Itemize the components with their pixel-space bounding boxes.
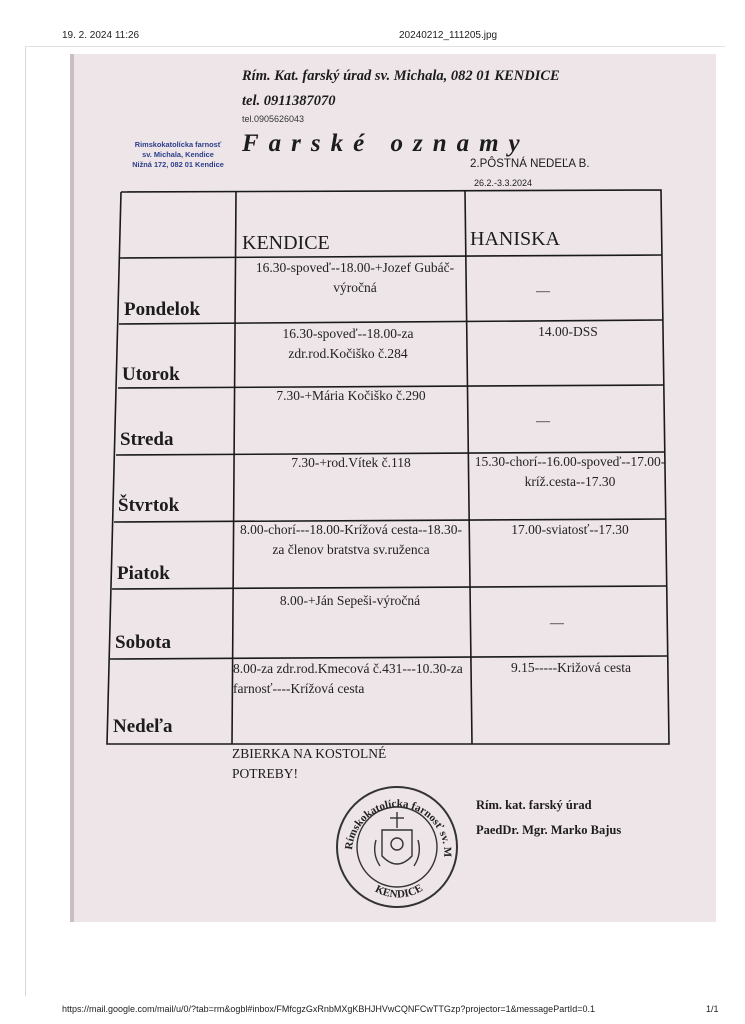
signature-priest-name: PaedDr. Mgr. Marko Bajus [476, 823, 622, 837]
parish-seal [332, 782, 462, 912]
print-header [0, 30, 745, 46]
print-datetime: 19. 2. 2024 11:26 [62, 30, 140, 41]
kendice-wednesday: 7.30-+Mária Kočiško č.290 [276, 388, 426, 403]
haniska-saturday: — [550, 616, 564, 631]
haniska-sunday: 9.15-----Križová cesta [511, 660, 631, 675]
parish-phone: tel. 0911387070 [242, 93, 336, 109]
parish-phone-secondary: tel.0905626043 [242, 114, 305, 124]
parish-office-name: Rím. Kat. farský úrad sv. Michala, 082 01 KENDICE [242, 68, 560, 84]
document-title: Farské oznamy [242, 130, 530, 157]
column-header-kendice: KENDICE [242, 232, 330, 254]
haniska-monday: — [536, 284, 550, 299]
print-page-count: 1/1 [706, 1004, 719, 1014]
print-footer [0, 1004, 745, 1018]
day-saturday: Sobota [115, 632, 171, 653]
page-edge [25, 46, 26, 996]
stamp-line-2: sv. Michala, Kendice [142, 150, 214, 159]
week-label: 2.PÔSTNÁ NEDEĽA B. [470, 158, 590, 170]
day-tuesday: Utorok [122, 364, 180, 385]
kendice-tuesday: 16.30-spoveď--18.00-za zdr.rod.Kočiško č.284 [282, 326, 414, 361]
date-range: 26.2.-3.3.2024 [474, 178, 533, 188]
kendice-saturday: 8.00-+Ján Sepeši-výročná [279, 593, 421, 608]
haniska-thursday: 15.30-chorí--16.00-spoveď--17.00-kríž.cesta--17.30 [474, 454, 666, 489]
kendice-friday: 8.00-chorí---18.00-Krížová cesta--18.30-za členov bratstva sv.ruženca [240, 522, 462, 557]
day-wednesday: Streda [120, 429, 174, 450]
kendice-thursday: 7.30-+rod.Vítek č.118 [291, 455, 411, 470]
stamp-line-1: Rimskokatolícka farnosť [134, 140, 222, 149]
stamp-line-3: Nižná 172, 082 01 Kendice [132, 160, 224, 169]
seal-text-top: Rímskokatolícka farnosť sv. M [342, 797, 454, 858]
day-sunday: Nedeľa [113, 716, 173, 737]
haniska-friday: 17.00-sviatosť--17.30 [511, 522, 629, 537]
haniska-tuesday: 14.00-DSS [538, 324, 598, 339]
signature-office: Rím. kat. farský úrad [476, 798, 592, 812]
day-thursday: Štvrtok [118, 495, 180, 516]
page-topline [25, 46, 725, 47]
seal-icon [332, 782, 462, 912]
column-header-haniska: HANISKA [470, 228, 560, 250]
print-filename: 20240212_111205.jpg [399, 30, 498, 41]
day-monday: Pondelok [124, 299, 201, 320]
print-url: https://mail.google.com/mail/u/0/?tab=rm&ogbl#inbox/FMfcgzGxRnbMXgKBHJHVwCQNFCwTTGzp?projector=1&messagePartId=0.1 [62, 1004, 595, 1014]
sheet-shadow [70, 54, 74, 922]
parish-address-stamp [122, 140, 234, 170]
kendice-sunday: 8.00-za zdr.rod.Kmecová č.431---10.30-za farnosť----Krížová cesta [233, 661, 463, 696]
announcement-sheet [70, 54, 716, 922]
haniska-wednesday: — [536, 414, 550, 429]
kendice-monday: 16.30-spoveď--18.00-+Jozef Gubáč-výročná [255, 260, 455, 295]
collection-note: ZBIERKA NA KOSTOLNÉ POTREBY! [232, 746, 387, 781]
day-friday: Piatok [117, 563, 170, 584]
seal-text-bottom: KENDICE [373, 882, 425, 901]
